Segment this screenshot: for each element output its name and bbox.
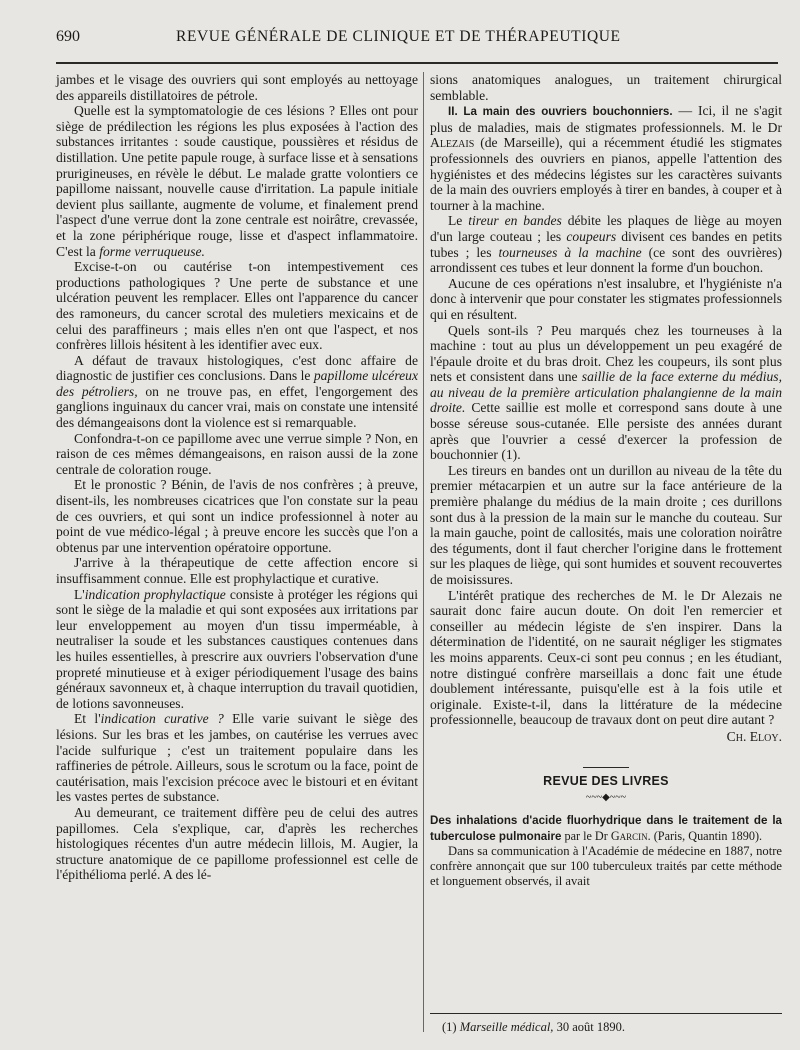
paragraph: Au demeurant, ce traitement diffère peu de celui des autres papillomes. Cela s'explique, car, d'après les recherches histologiques récentes d'un autre médecin lillois, M. Augier, la structure anatomique de ce papillome professionnel est celle de l'épithélioma perlé. A des lé- bbox=[56, 804, 418, 883]
right-column bbox=[430, 72, 782, 890]
header-rule bbox=[56, 62, 778, 64]
page-header bbox=[56, 28, 771, 52]
paragraph: Dans sa communication à l'Académie de médecine en 1887, notre confrère annonçait que sur 100 tuberculeux traités par cette méthode et longuement observés, il avait bbox=[430, 843, 782, 889]
paragraph: L'indication prophylactique consiste à protéger les régions qui sont le siège de la maladie et qui sont exposées aux irritations par leur enveloppement au moyen d'un tissu imperméable, à neutraliser la soude et les substances caustiques contenues dans les huiles essentielles, à prescrire aux ouvriers l'observation d'une propreté minutieuse et à exiger périodiquement l'usage des bains généraux savonneux et, à chaque interruption du travail quotidien, de lotions savonneuses. bbox=[56, 586, 418, 711]
paragraph: Quelle est la symptomatologie de ces lésions ? Elles ont pour siège de prédilection les régions les plus exposées à l'action des substances irritantes : soude caustique, poussières et résidus de distillation. Une petite papule rouge, à surface lisse et à sensations prurigineuses, en révèle le début. Le malade gratte volontiers ce papillome naissant, nouvelle cause d'irritation. La papule initiale devient plus saillante, augmente de volume, et finalement prend l'aspect d'une verrue dont la zone centrale est noirâtre, crevassée, et la zone périphérique rouge, lisse et d'aspect inflammatoire. C'est la forme verruqueuse. bbox=[56, 103, 418, 259]
paragraph: L'intérêt pratique des recherches de M. le Dr Alezais ne saurait donc faire aucun doute. On doit l'en remercier et conseiller au médecin légiste de s'en inspirer. Dans la détermination de l'identité, on ne saurait négliger les stigmates les moins apparents. Ceux-ci sont peu connus ; en les étudiant, notre distingué confrère marseillais a donc fait une étude doublement intéressante, puisqu'elle est à la fois utile et originale. Existe-t-il, dans la littérature de la médecine professionnelle, beaucoup de travaux dont on peut dire autant ? bbox=[430, 587, 782, 728]
paragraph: Excise-t-on ou cautérise t-on intempestivement ces productions pathologiques ? Une perte de substance et une ulcération peuvent les remplacer. Elles ont l'apparence du cancer des ramoneurs, du cancer scrotal des muletiers mexicains et de celui des paraffineurs ; mais elles n'en ont que l'aspect, et nos confrères lillois hésitent à les identifier avec eux. bbox=[56, 259, 418, 353]
review-heading: Des inhalations d'acide fluorhydrique dans le traitement de la tuberculose pulmonaire par le Dr Garcin. (Paris, Quantin 1890). bbox=[430, 814, 782, 843]
paragraph: II. La main des ouvriers bouchonniers. — Ici, il ne s'agit plus de maladies, mais de stigmates professionnels. M. le Dr Alezais (de Marseille), qui a récemment étudié les stigmates professionnels des ouvriers en pianos, appelle l'attention des hygiénistes et des médecins légistes sur les caractères suivants de la main des ouvriers employés à tirer en bandes, à couper et à tourner à la machine. bbox=[430, 103, 782, 213]
page-number: 690 bbox=[56, 28, 80, 45]
paragraph: Quels sont-ils ? Peu marqués chez les tourneuses à la machine : tout au plus un développement un peu exagéré de l'épaule droite et du bras droit. Chez les coupeurs, ils sont plus nets et consistent dans une saillie de la face externe du médius, au niveau de la première articulation phalangienne de la main droite. Cette saillie est molle et correspond sans doute à une bosse séreuse sous-cutanée. Elle persiste des années durant après que l'ouvrier a cessé d'exercer la profession de bouchonnier (1). bbox=[430, 322, 782, 463]
subsection-heading: II. La main des ouvriers bouchonniers. bbox=[448, 105, 673, 119]
article-signature: Ch. Eloy. bbox=[726, 728, 782, 744]
column-divider bbox=[423, 72, 424, 1032]
paragraph: Le tireur en bandes débite les plaques de liège au moyen d'un large couteau ; les coupeurs divisent ces bandes en petits tubes ; les tourneuses à la machine (ce sont des ouvrières) arrondissent ces tubes et leur donnent la forme d'un bouchon. bbox=[430, 213, 782, 276]
book-reviews-section bbox=[430, 767, 782, 890]
section-rule bbox=[583, 767, 629, 768]
left-column bbox=[56, 72, 418, 883]
paragraph: Et l'indication curative ? Elle varie suivant le siège des lésions. Sur les bras et les jambes, on cautérise les verrues avec l'acide sulfurique ; c'est un traitement populaire dans les raffineries de pétrole. Ailleurs, sous le scrotum ou la face, point de cautérisation, mais l'excision précoce avec le bistouri et en évitant les vastes pertes de substance. bbox=[56, 711, 418, 805]
paragraph: Confondra-t-on ce papillome avec une verrue simple ? Non, en raison de ces mêmes démangeaisons, en raison aussi de la zone centrale de coloration rouge. bbox=[56, 430, 418, 477]
paragraph: sions anatomiques analogues, un traitement chirurgical semblable. bbox=[430, 72, 782, 103]
paragraph: Les tireurs en bandes ont un durillon au niveau de la tête du premier métacarpien et un autre sur la face antérieure de la première phalange du médius de la main droite ; ces durillons sont dus à la pression de la main sur le manche du couteau. Sur la main gauche, point de callosités, mais une coloration noirâtre des téguments, dont il faut chercher l'origine dans le frottement sur les plaques de liège, qui sont humides et souvent recouvertes de moisissures. bbox=[430, 462, 782, 587]
paragraph: jambes et le visage des ouvriers qui sont employés au nettoyage des appareils distillatoires de pétrole. bbox=[56, 72, 418, 103]
footnote-rule bbox=[430, 1013, 782, 1014]
section-title: REVUE DES LIVRES bbox=[543, 773, 669, 788]
paragraph: A défaut de travaux histologiques, c'est donc affaire de diagnostic de justifier ces conclusions. Dans le papillome ulcéreux des pétroliers, on ne trouve pas, en effet, l'engorgement des ganglions inguinaux du cancer vrai, mais on constate une intensité des démangeaisons dont la violence est si remarquable. bbox=[56, 352, 418, 431]
running-title: REVUE GÉNÉRALE DE CLINIQUE ET DE THÉRAPEUTIQUE bbox=[176, 28, 621, 45]
ornament-flourish: ~~~◆~~~ bbox=[585, 792, 627, 804]
author-name: Alezais bbox=[430, 135, 475, 151]
paragraph: Et le pronostic ? Bénin, de l'avis de nos confrères ; à preuve, disent-ils, les nombreuses cicatrices que l'on constate sur la peau de ces ouvriers, et qui sont un indice professionnel à noter au point de vue médico-légal ; à preuve encore les succès que l'on a obtenus par une intervention opératoire opportune. bbox=[56, 477, 418, 555]
paragraph: Aucune de ces opérations n'est insalubre, et l'hygiéniste n'a donc à intervenir que pour constater les stigmates professionnels qui en résultent. bbox=[430, 275, 782, 322]
paragraph: J'arrive à la thérapeutique de cette affection encore si insuffisamment connue. Elle est prophylactique et curative. bbox=[56, 555, 418, 586]
footnote: (1) Marseille médical, 30 août 1890. bbox=[442, 1020, 625, 1034]
